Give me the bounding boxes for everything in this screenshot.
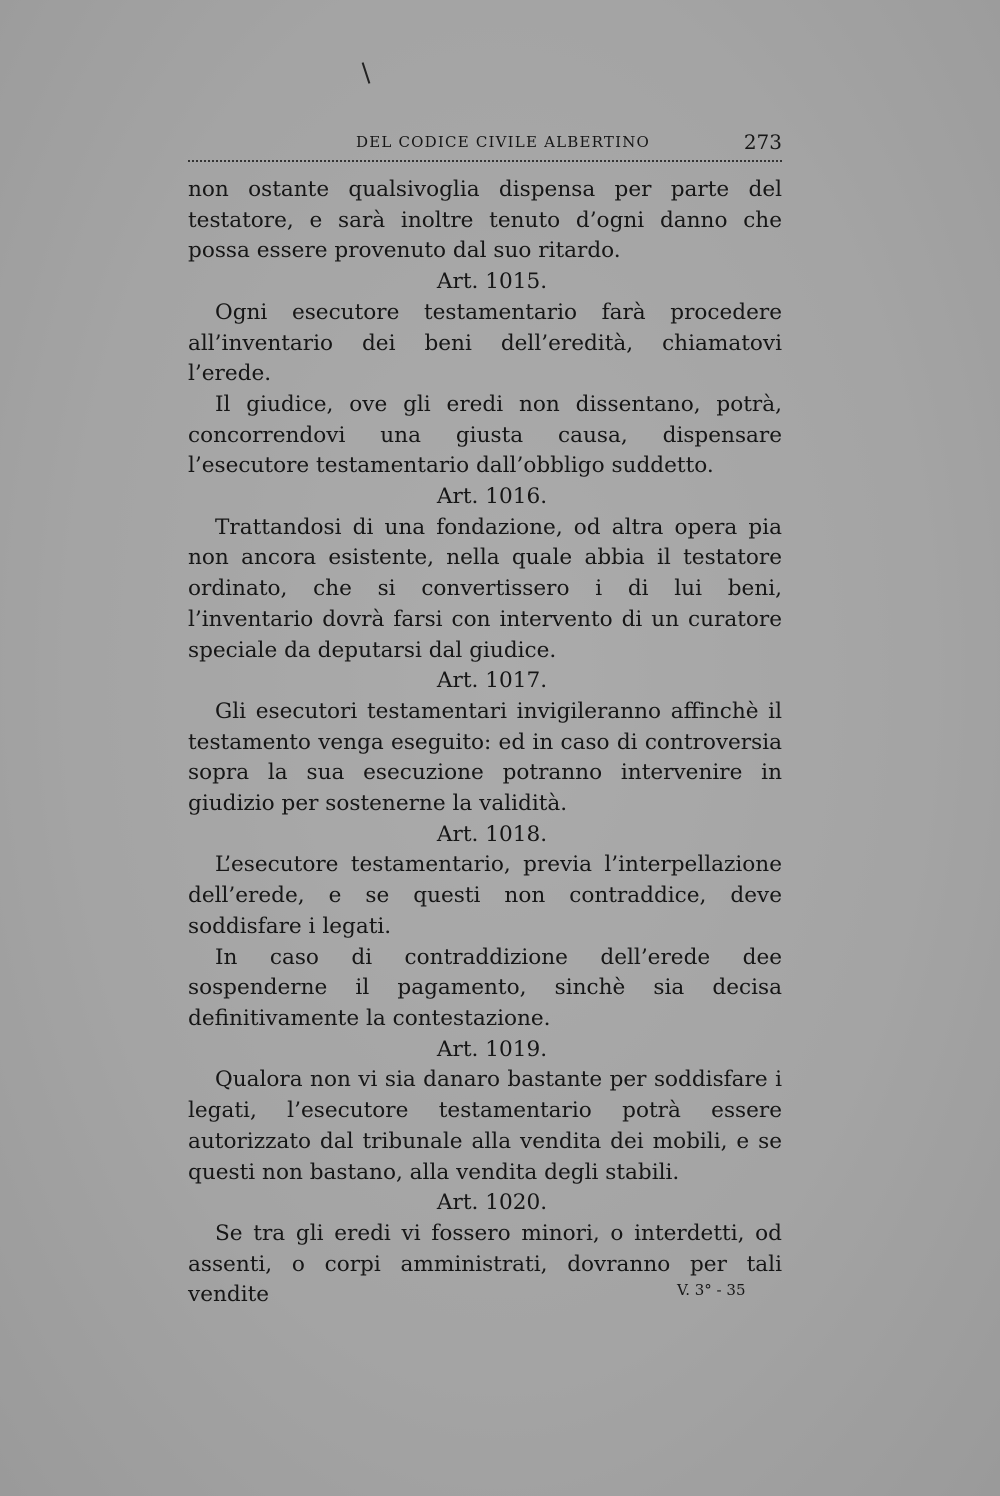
paragraph: Ogni esecutore testamentario farà procedere all’inventario dei beni dell’eredità, chiamatovi l’erede. [188, 299, 782, 387]
paragraph: L’esecutore testamentario, previa l’interpellazione dell’erede, e se questi non contraddice, deve soddisfare i legati. [188, 852, 782, 939]
paragraph: Trattandosi di una fondazione, od altra opera pia non ancora esistente, nella quale abbia il testatore ordinato, che si convertissero i di lui beni, l’inventario dovrà farsi con intervento di un curatore speciale da deputarsi dal giudice. [188, 514, 782, 663]
running-header [188, 130, 782, 159]
page-number: 273 [743, 130, 782, 154]
paragraph: In caso di contraddizione dell’erede dee sospenderne il pagamento, sinchè sia decisa definitivamente la contestazione. [188, 944, 782, 1031]
body-text [188, 175, 782, 1311]
paragraph: Gli esecutori testamentari invigileranno affinchè il testamento venga eseguito: ed in caso di controversia sopra la sua esecuzione potranno intervenire in giudizio per sostenerne la validità. [188, 698, 782, 817]
signature-mark: V. 3° - 35 [677, 1281, 746, 1299]
article-heading: Art. 1016. [436, 484, 548, 510]
article-heading: Art. 1020. [436, 1190, 548, 1216]
paragraph: non ostante qualsivoglia dispensa per parte del testatore, e sarà inoltre tenuto d’ogni danno che possa essere provenuto dal suo ritardo. [188, 177, 782, 264]
paragraph: Qualora non vi sia danaro bastante per soddisfare i legati, l’esecutore testamentario potrà essere autorizzato dal tribunale alla vendita dei mobili, e se questi non bastano, alla vendita degli stabili. [188, 1067, 782, 1185]
header-rule [188, 160, 782, 162]
article-heading: Art. 1015. [436, 269, 548, 295]
paragraph: Il giudice, ove gli eredi non dissentano, potrà, concorrendovi una giusta causa, dispensare l’esecutore testamentario dall’obbligo suddetto. [188, 391, 782, 479]
header-title: DEL CODICE CIVILE ALBERTINO [356, 133, 651, 151]
article-heading: Art. 1017. [436, 668, 548, 694]
article-heading: Art. 1018. [436, 821, 548, 847]
ink-mark [362, 62, 371, 84]
article-heading: Art. 1019. [436, 1036, 548, 1062]
paragraph: Se tra gli eredi vi fossero minori, o interdetti, od assenti, o corpi amministrati, dovranno per tali vendite [188, 1220, 782, 1308]
